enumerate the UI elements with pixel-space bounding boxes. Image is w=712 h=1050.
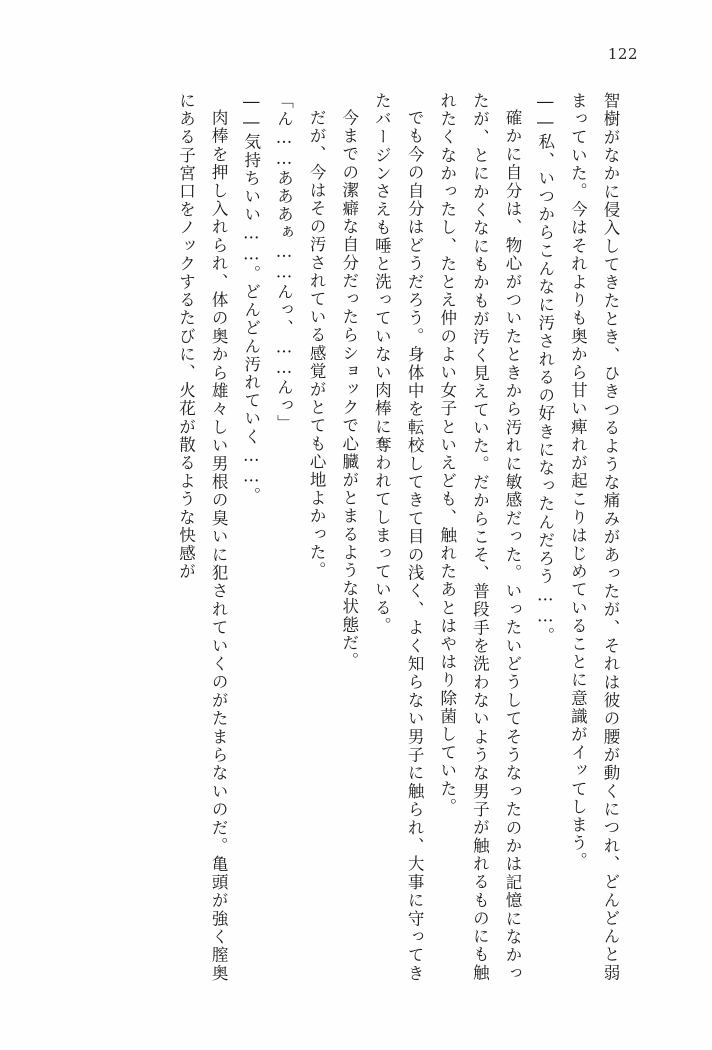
paragraph: 確かに自分は、物心がついたときから汚れに敏感だった。いったいどうしてそうなったのかは記憶になかったが、とにかくなにもかもが汚く見えていた。だからこそ、普段手を洗わないような男子が触れるものにも触れたくなかったし、たとえ仲のよい女子といえども、触れたあとはやはり除菌していた。 (437, 92, 523, 982)
paragraph: でも今の自分はどうだろう。身体中を転校してきて目の浅く、よく知らない男子に触られ、大事に守ってきたバージンさえも唾と洗っていない肉棒に奪われてしまっている。 (372, 92, 425, 982)
paragraph: 今までの潔癖な自分だったらショックで心臓がとまるような状態だ。 (339, 108, 359, 670)
page-text-body (86, 92, 626, 982)
paragraph: ――私、いつからこんなに汚されるの好きになったんだろう……。 (535, 92, 555, 645)
paragraph: だが、今はその汚されている感覚がとても心地よかった。 (307, 108, 327, 580)
paragraph: 肉棒を押し入れられ、体の奥から雄々しい男根の臭いに犯されていくのがたまらないのだ。亀頭が強く膣奥にある子宮口をノックするたびに、火花が散るような快感が (176, 92, 229, 982)
page-number: 122 (607, 45, 638, 63)
paragraph: 「ん……あああぁ……んっ、……んっ」 (274, 92, 294, 433)
paragraph: 智樹がなかに侵入してきたとき、ひきつるような痛みがあったが、それは彼の腰が動くにつれ、どんどんと弱まっていた。今はそれよりも奥から甘い痺れが起こりはじめていることに意識がイッてしまう。 (568, 92, 620, 982)
paragraph: ――気持ちいい……。どんどん汚れていく……。 (241, 92, 261, 506)
